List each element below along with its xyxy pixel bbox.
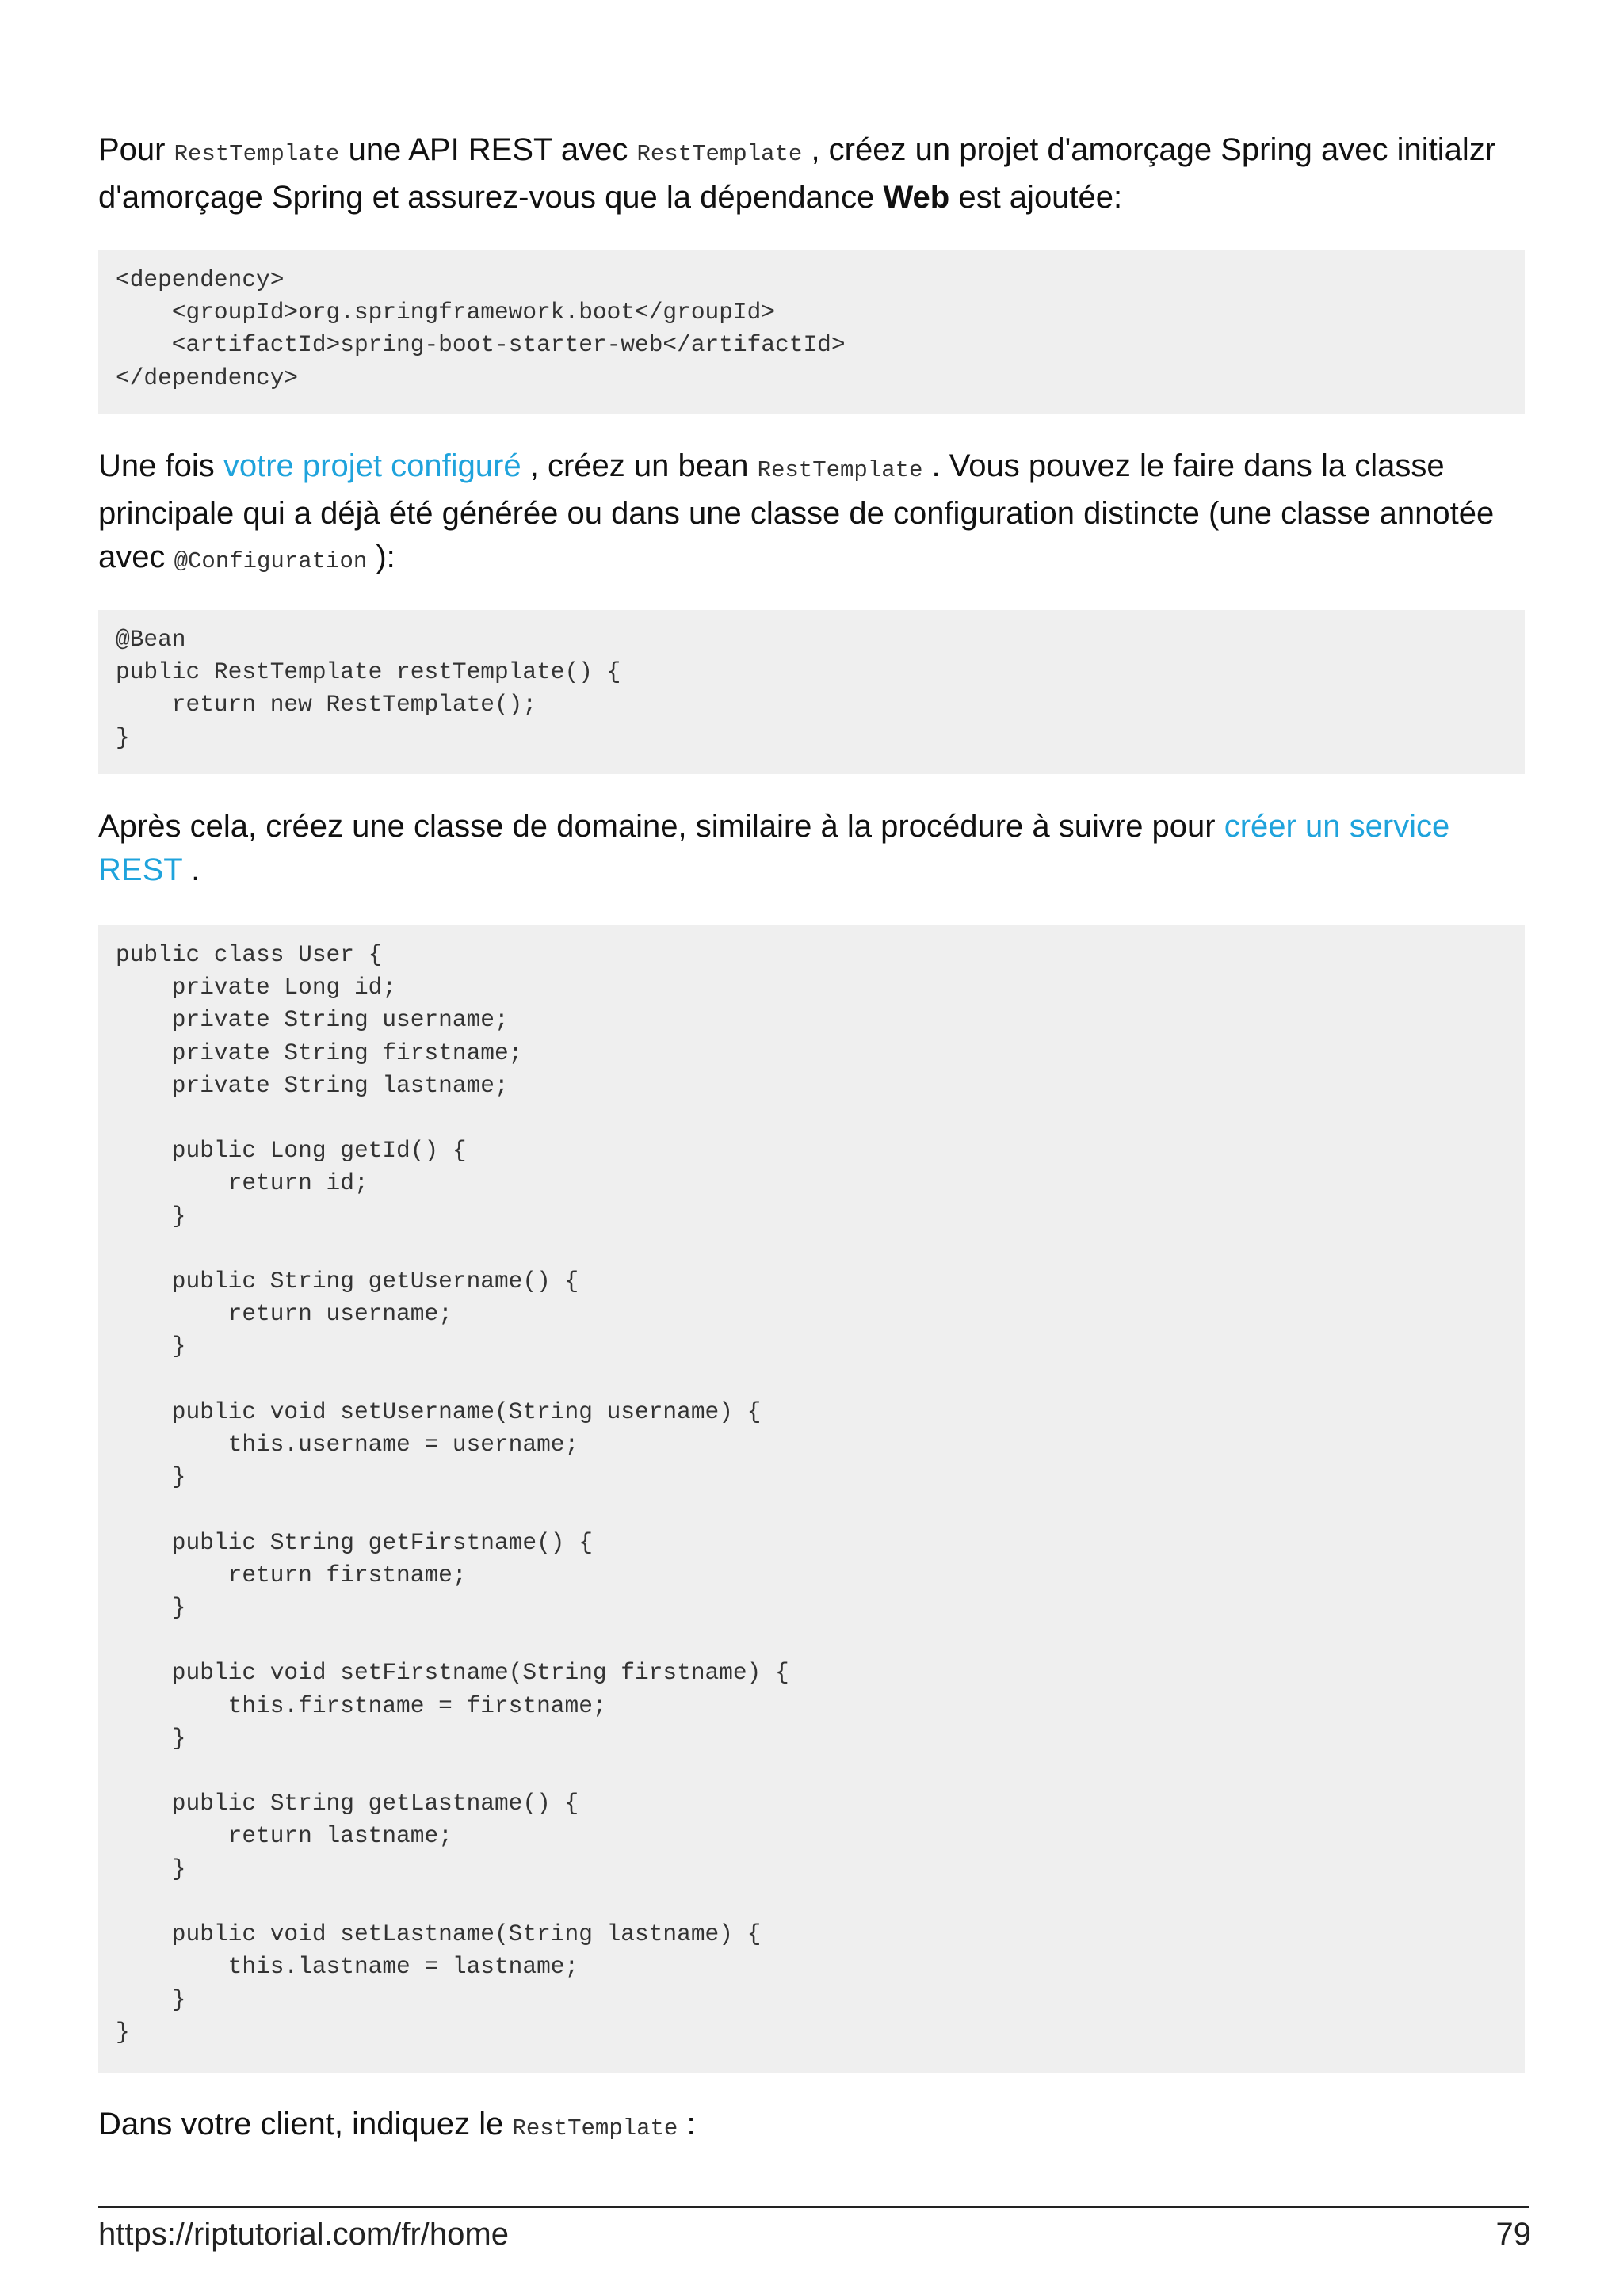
inline-code: RestTemplate	[636, 141, 803, 167]
text: est ajoutée:	[949, 180, 1123, 215]
paragraph-bean	[98, 444, 1525, 583]
code-text: <dependency> <groupId>org.springframework.boot</groupId> <artifactId>spring-boot-starter-web</artifactId> </dependency>	[116, 266, 846, 391]
inline-code: @Configuration	[174, 548, 368, 574]
text: , créez un projet d'amorçage Spring avec initialzr d'amorçage Spring et assurez-vous que la dépendance	[98, 132, 1496, 215]
text: Dans votre client, indiquez le	[98, 2107, 513, 2142]
footer-url: https://riptutorial.com/fr/home	[98, 2217, 509, 2252]
text: Une fois	[98, 448, 223, 483]
inline-code: RestTemplate	[757, 457, 923, 483]
code-text: public class User { private Long id; private String username; private String firstname; private String lastname; public Long getId() { return id; } public String getUsername() { return username; } public void setUsername(String username) { this.username = username; } public String getFirstname() { return firstname; } public void setFirstname(String firstname) { this.firstname = firstname; } public String getLastname() { return lastname; } public void setLastname(String lastname) { this.lastname = lastname; } }	[116, 941, 789, 2046]
code-block-user-class	[98, 925, 1525, 2073]
paragraph-intro	[98, 128, 1525, 219]
link-create-rest-service[interactable]: créer un service REST	[98, 809, 1450, 887]
code-text: @Bean public RestTemplate restTemplate() { return new RestTemplate(); }	[116, 626, 621, 751]
paragraph-client	[98, 2103, 1525, 2150]
bold-text: Web	[883, 180, 950, 215]
page-number: 79	[1495, 2217, 1531, 2252]
text: , créez un bean	[521, 448, 758, 483]
text: . Vous pouvez le faire dans la classe principale qui a déjà été générée ou dans une classe de configuration distincte (une classe annotée avec	[98, 448, 1495, 574]
text: Après cela, créez une classe de domaine, similaire à la procédure à suivre pour	[98, 809, 1224, 844]
text: :	[678, 2107, 696, 2142]
inline-code: RestTemplate	[174, 141, 340, 167]
footer-divider	[98, 2206, 1529, 2208]
code-block-dependency	[98, 250, 1525, 414]
text: .	[181, 852, 200, 887]
paragraph-domain-class	[98, 805, 1525, 892]
text: une API REST avec	[339, 132, 637, 167]
inline-code: RestTemplate	[512, 2115, 678, 2142]
link-project-configured[interactable]: votre projet configuré	[223, 448, 521, 483]
text: ):	[367, 540, 395, 574]
text: Pour	[98, 132, 174, 167]
code-block-bean	[98, 610, 1525, 774]
